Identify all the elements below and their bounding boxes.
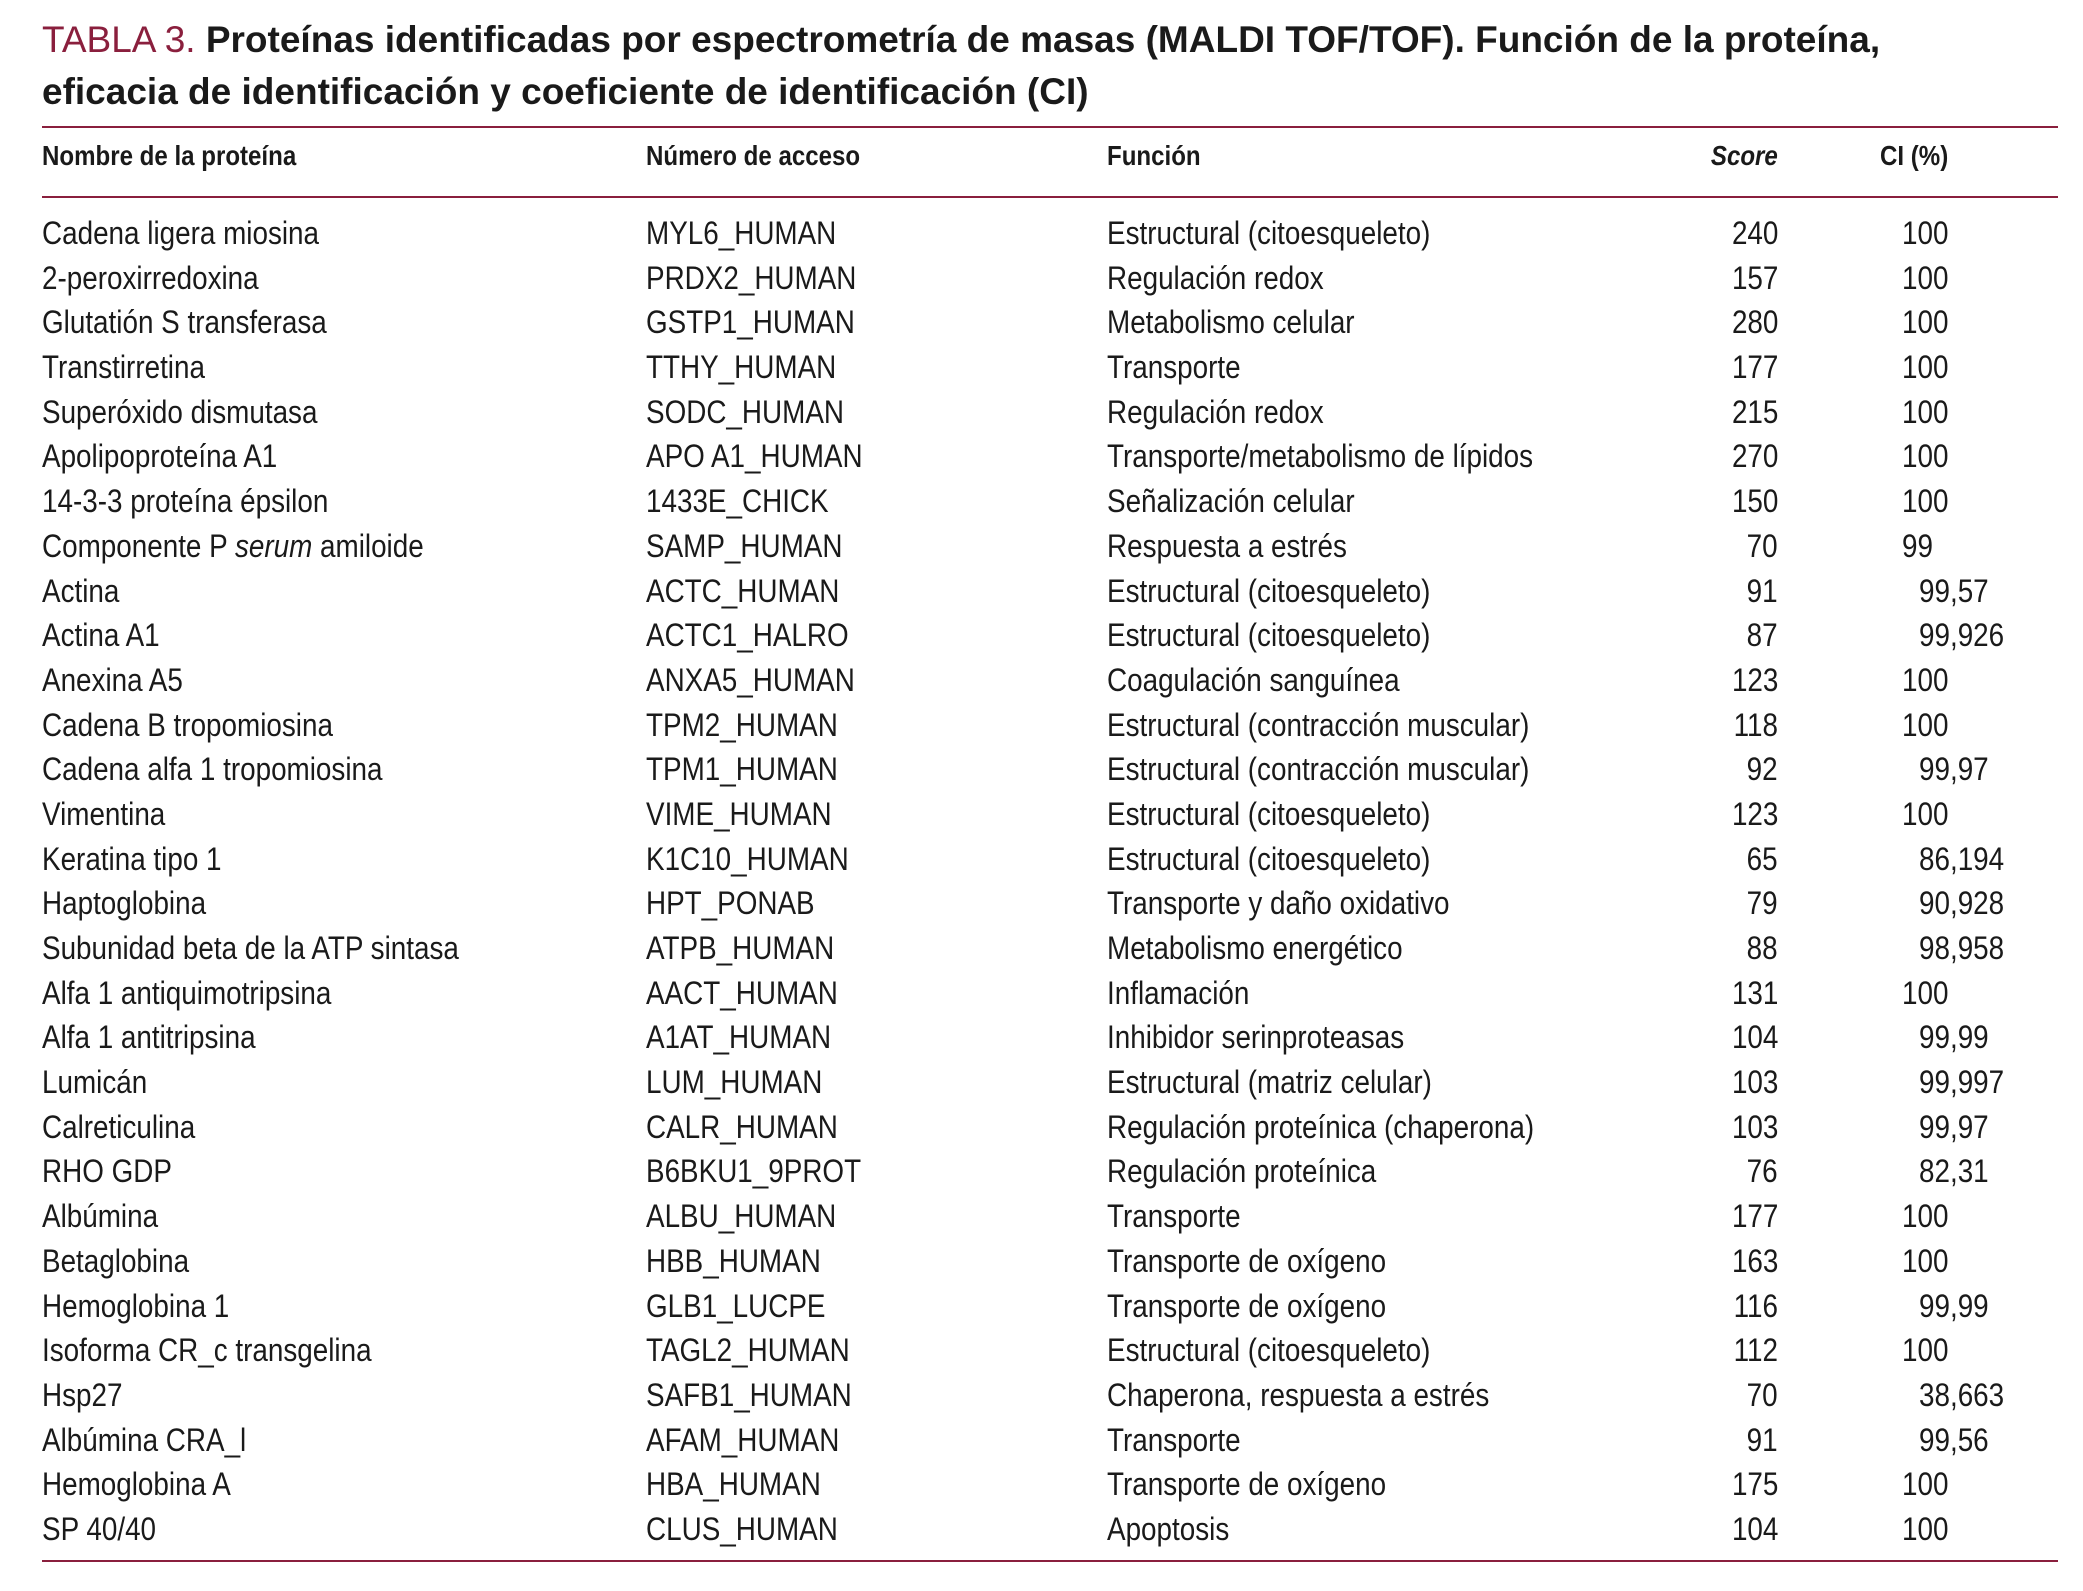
protein-name-cell: Vimentina [42,795,166,832]
score-cell: 92 [1747,751,1778,788]
accession-cell: ALBU_HUMAN [646,1198,837,1235]
protein-name-cell: Transtirretina [42,349,205,386]
ci-cell: 100 [1902,795,1949,832]
function-cell: Transporte de oxígeno [1107,1242,1387,1279]
ci-cell: 100 [1902,661,1949,698]
table-row [0,1507,2083,1552]
ci-cell: 100 [1902,349,1949,386]
protein-name-cell: Actina A1 [42,617,160,654]
score-cell: 112 [1733,1332,1778,1369]
ci-cell: 82,31 [1919,1153,1989,1190]
table-row [0,345,2083,390]
function-cell: Estructural (matriz celular) [1107,1064,1432,1101]
score-cell: 163 [1731,1242,1778,1279]
ci-cell: 100 [1902,1242,1949,1279]
accession-cell: APO A1_HUMAN [646,438,863,475]
function-cell: Transporte de oxígeno [1107,1287,1387,1324]
table-row [0,1060,2083,1105]
function-cell: Estructural (citoesqueleto) [1107,840,1431,877]
accession-cell: MYL6_HUMAN [646,215,837,251]
score-cell: 123 [1731,661,1778,698]
ci-cell: 100 [1902,974,1949,1011]
accession-cell: TAGL2_HUMAN [646,1332,850,1369]
score-cell: 65 [1747,840,1778,877]
accession-cell: CALR_HUMAN [646,1108,838,1145]
ci-cell: 99,56 [1919,1421,1989,1458]
table-row [0,613,2083,658]
accession-cell: HPT_PONAB [646,885,815,922]
protein-name-cell: Alfa 1 antitripsina [42,1019,256,1056]
function-cell: Transporte [1107,1198,1241,1235]
table-row [0,211,2083,256]
protein-name-cell: Apolipoproteína A1 [42,438,278,475]
top-rule [42,126,2058,128]
accession-cell: A1AT_HUMAN [646,1019,832,1056]
table-row [0,390,2083,435]
score-cell: 104 [1731,1019,1778,1056]
accession-cell: B6BKU1_9PROT [646,1153,862,1190]
protein-name-cell: Anexina A5 [42,661,183,698]
ci-cell: 90,928 [1919,885,2005,922]
ci-cell: 100 [1902,304,1949,341]
accession-cell: TPM2_HUMAN [646,706,838,743]
ci-cell: 100 [1902,706,1949,743]
score-cell: 131 [1731,974,1778,1011]
table-row [0,300,2083,345]
protein-name-cell: Albúmina [42,1198,159,1235]
table-row [0,1284,2083,1329]
accession-cell: ATPB_HUMAN [646,930,835,966]
table-title-line2: eficacia de identificación y coeficiente de identificación (CI) [42,71,1089,112]
function-cell: Estructural (citoesqueleto) [1107,572,1431,609]
function-cell: Regulación proteínica [1107,1153,1377,1190]
protein-name-cell: Hemoglobina 1 [42,1287,230,1324]
protein-name-cell [42,524,424,569]
score-cell: 70 [1747,1376,1778,1413]
protein-name-part: amiloide [312,527,424,564]
header-score: Score [1711,140,1778,171]
ci-cell: 100 [1902,1332,1949,1369]
accession-cell: AACT_HUMAN [646,974,838,1011]
function-cell: Transporte de oxígeno [1107,1466,1387,1503]
accession-cell: SAMP_HUMAN [646,527,843,564]
score-cell: 103 [1731,1064,1778,1101]
ci-cell: 38,663 [1919,1376,2005,1413]
accession-cell: PRDX2_HUMAN [646,259,857,296]
table-row [0,926,2083,971]
function-cell: Transporte [1107,349,1241,386]
table-row [0,1462,2083,1507]
protein-name-cell: RHO GDP [42,1153,172,1190]
score-cell: 116 [1733,1287,1778,1324]
protein-name-cell: Hemoglobina A [42,1466,231,1503]
ci-cell: 100 [1902,215,1949,251]
table-row [0,658,2083,703]
accession-cell: TPM1_HUMAN [646,751,838,788]
table-title [42,14,2052,118]
header-function: Función [1107,140,1201,171]
bottom-rule [42,1560,2058,1562]
score-cell: 91 [1747,572,1778,609]
score-cell: 87 [1747,617,1778,654]
accession-cell: SAFB1_HUMAN [646,1376,852,1413]
protein-name-cell: Alfa 1 antiquimotripsina [42,974,332,1011]
function-cell: Regulación redox [1107,393,1324,430]
score-cell: 70 [1747,527,1778,564]
ci-cell: 100 [1902,1198,1949,1235]
header-rule [42,196,2058,198]
protein-name-part: Componente P [42,527,235,564]
ci-cell: 98,958 [1919,930,2005,966]
protein-name-cell: 14-3-3 proteína épsilon [42,483,329,520]
protein-name-cell: Haptoglobina [42,885,207,922]
protein-name-cell: Glutatión S transferasa [42,304,327,341]
function-cell: Regulación proteínica (chaperona) [1107,1108,1535,1145]
ci-cell: 99,99 [1919,1019,1989,1056]
table-row [0,256,2083,301]
table-row [0,837,2083,882]
table-row [0,1194,2083,1239]
score-cell: 123 [1731,795,1778,832]
table-label: TABLA 3. [42,19,196,60]
accession-cell: HBA_HUMAN [646,1466,821,1503]
score-cell: 118 [1733,706,1778,743]
table-row [0,1149,2083,1194]
header-ci: CI (%) [1880,140,1949,171]
table-row [0,792,2083,837]
protein-name-cell: Actina [42,572,120,609]
score-cell: 177 [1731,1198,1778,1235]
ci-cell: 100 [1902,259,1949,296]
function-cell: Estructural (citoesqueleto) [1107,795,1431,832]
score-cell: 103 [1731,1108,1778,1145]
function-cell: Inhibidor serinproteasas [1107,1019,1405,1056]
table-row [0,1105,2083,1150]
accession-cell: K1C10_HUMAN [646,840,849,877]
table-row [0,1015,2083,1060]
table-row [0,747,2083,792]
protein-name-cell: Calreticulina [42,1108,196,1145]
score-cell: 79 [1747,885,1778,922]
protein-name-cell: Cadena ligera miosina [42,215,320,251]
table-row [0,569,2083,614]
function-cell: Transporte y daño oxidativo [1107,885,1450,922]
function-cell: Estructural (contracción muscular) [1107,751,1530,788]
protein-name-cell: Isoforma CR_c transgelina [42,1332,372,1369]
score-cell: 150 [1731,483,1778,520]
score-cell: 240 [1731,215,1778,251]
accession-cell: VIME_HUMAN [646,795,832,832]
function-cell: Chaperona, respuesta a estrés [1107,1376,1490,1413]
function-cell: Estructural (citoesqueleto) [1107,617,1431,654]
score-cell: 88 [1747,930,1778,966]
ci-cell: 100 [1902,438,1949,475]
protein-name-cell: SP 40/40 [42,1510,157,1547]
ci-cell: 86,194 [1919,840,2005,877]
score-cell: 280 [1731,304,1778,341]
ci-cell: 99,97 [1919,1108,1989,1145]
function-cell: Transporte/metabolismo de lípidos [1107,438,1534,475]
table-row [0,1239,2083,1284]
function-cell: Metabolismo celular [1107,304,1355,341]
table-row [0,1373,2083,1418]
ci-cell: 99,57 [1919,572,1989,609]
function-cell: Apoptosis [1107,1510,1230,1547]
table-row [0,1328,2083,1373]
function-cell: Coagulación sanguínea [1107,661,1400,698]
table-row [0,524,2083,569]
function-cell: Respuesta a estrés [1107,527,1347,564]
protein-name-cell: Albúmina CRA_l [42,1421,247,1458]
accession-cell: SODC_HUMAN [646,393,844,430]
accession-cell: CLUS_HUMAN [646,1510,838,1547]
score-cell: 157 [1731,259,1778,296]
ci-cell: 99,99 [1919,1287,1989,1324]
header-protein-name: Nombre de la proteína [42,140,297,171]
score-cell: 177 [1731,349,1778,386]
table-row [0,434,2083,479]
table-body [0,211,2083,1552]
table-row [0,479,2083,524]
score-cell: 91 [1747,1421,1778,1458]
function-cell: Inflamación [1107,974,1250,1011]
accession-cell: HBB_HUMAN [646,1242,821,1279]
accession-cell: TTHY_HUMAN [646,349,837,386]
ci-cell: 99,97 [1919,751,1989,788]
header-accession: Número de acceso [646,140,861,171]
score-cell: 175 [1731,1466,1778,1503]
accession-cell: LUM_HUMAN [646,1064,823,1101]
ci-cell: 99 [1902,527,1933,564]
function-cell: Estructural (contracción muscular) [1107,706,1530,743]
protein-name-cell: 2-peroxirredoxina [42,259,259,296]
protein-name-cell: Subunidad beta de la ATP sintasa [42,930,459,966]
ci-cell: 99,997 [1919,1064,2005,1101]
function-cell: Transporte [1107,1421,1241,1458]
ci-cell: 100 [1902,1510,1949,1547]
table-row [0,703,2083,748]
function-cell: Señalización celular [1107,483,1355,520]
ci-cell: 100 [1902,1466,1949,1503]
score-cell: 76 [1747,1153,1778,1190]
table-title-line1: Proteínas identificadas por espectrometría de masas (MALDI TOF/TOF). Función de la proteína, [205,19,1881,60]
ci-cell: 100 [1902,393,1949,430]
function-cell: Metabolismo energético [1107,930,1403,966]
accession-cell: 1433E_CHICK [646,483,829,520]
accession-cell: ACTC1_HALRO [646,617,849,654]
accession-cell: ACTC_HUMAN [646,572,840,609]
score-cell: 270 [1731,438,1778,475]
function-cell: Estructural (citoesqueleto) [1107,1332,1431,1369]
protein-name-cell: Cadena B tropomiosina [42,706,333,743]
function-cell: Estructural (citoesqueleto) [1107,215,1431,251]
protein-name-cell: Betaglobina [42,1242,190,1279]
accession-cell: GSTP1_HUMAN [646,304,855,341]
protein-name-cell: Lumicán [42,1064,148,1101]
function-cell: Regulación redox [1107,259,1324,296]
table-row [0,881,2083,926]
protein-name-cell: Superóxido dismutasa [42,393,318,430]
accession-cell: GLB1_LUCPE [646,1287,826,1324]
score-cell: 215 [1731,393,1778,430]
ci-cell: 99,926 [1919,617,2005,654]
protein-name-cell: Keratina tipo 1 [42,840,222,877]
accession-cell: AFAM_HUMAN [646,1421,840,1458]
ci-cell: 100 [1902,483,1949,520]
score-cell: 104 [1731,1510,1778,1547]
protein-name-cell: Cadena alfa 1 tropomiosina [42,751,383,788]
table-row [0,971,2083,1016]
protein-name-italic: serum [234,527,313,564]
accession-cell: ANXA5_HUMAN [646,661,855,698]
protein-name-cell: Hsp27 [42,1376,123,1413]
table-row [0,1418,2083,1463]
